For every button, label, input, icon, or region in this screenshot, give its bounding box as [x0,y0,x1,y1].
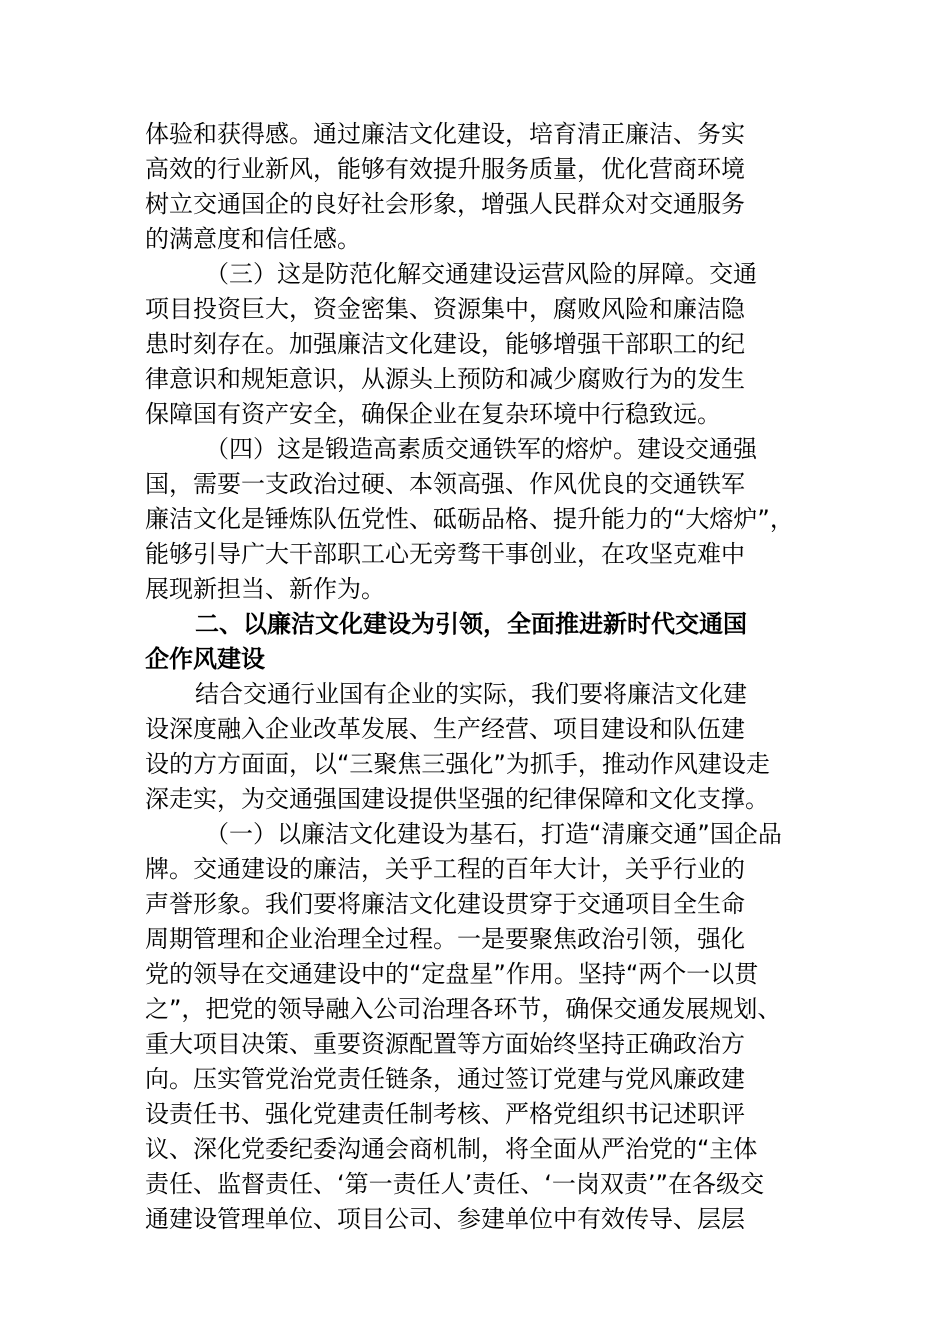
text-line: 高效的行业新风，能够有效提升服务质量，优化营商环境 [145,155,745,183]
text-line: 保障国有资产安全，确保企业在复杂环境中行稳致远。 [145,400,721,428]
text-line: 项目投资巨大，资金密集、资源集中，腐败风险和廉洁隐 [145,295,745,323]
text-line: 设的方方面面，以“三聚焦三强化”为抓手，推动作风建设走 [145,750,770,778]
text-line: 周期管理和企业治理全过程。一是要聚焦政治引领，强化 [145,925,745,953]
text-line: 通建设管理单位、项目公司、参建单位中有效传导、层层 [145,1205,745,1233]
section-4-heading-line: （四）这是锻造高素质交通铁军的熔炉。建设交通强 [205,435,757,463]
text-line: 重大项目决策、重要资源配置等方面始终坚持正确政治方 [145,1030,745,1058]
subsection-1-heading-line: （一）以廉洁文化建设为基石，打造“清廉交通”国企品 [205,820,782,848]
text-line: 的满意度和信任感。 [145,225,361,253]
chapter-2-heading-cont: 企作风建设 [145,645,265,673]
text-line: 设深度融入企业改革发展、生产经营、项目建设和队伍建 [145,715,745,743]
text-line: 患时刻存在。加强廉洁文化建设，能够增强干部职工的纪 [145,330,745,358]
text-line: 议、深化党委纪委沟通会商机制，将全面从严治党的“主体 [145,1135,758,1163]
text-line: 展现新担当、新作为。 [145,575,385,603]
text-line: 律意识和规矩意识，从源头上预防和减少腐败行为的发生 [145,365,745,393]
section-3-heading-line: （三）这是防范化解交通建设运营风险的屏障。交通 [205,260,757,288]
text-line: 国，需要一支政治过硬、本领高强、作风优良的交通铁军 [145,470,745,498]
text-line: 声誉形象。我们要将廉洁文化建设贯穿于交通项目全生命 [145,890,745,918]
text-line: 责任、监督责任、‘第一责任人’责任、‘一岗双责’”在各级交 [145,1170,764,1198]
text-line: 树立交通国企的良好社会形象，增强人民群众对交通服务 [145,190,745,218]
text-line: 牌。交通建设的廉洁，关乎工程的百年大计，关乎行业的 [145,855,745,883]
chapter-2-heading: 二、以廉洁文化建设为引领，全面推进新时代交通国 [195,610,747,638]
text-line: 党的领导在交通建设中的“定盘星”作用。坚持“两个一以贯 [145,960,759,988]
text-line: 之”，把党的领导融入公司治理各环节，确保交通发展规划、 [145,995,782,1023]
text-line: 能够引导广大干部职工心无旁骛干事创业，在攻坚克难中 [145,540,745,568]
text-line: 设责任书、强化党建责任制考核、严格党组织书记述职评 [145,1100,745,1128]
text-line: 廉洁文化是锤炼队伍党性、砥砺品格、提升能力的“大熔炉”， [145,505,794,533]
text-line: 向。压实管党治党责任链条，通过签订党建与党风廉政建 [145,1065,745,1093]
text-line: 深走实，为交通强国建设提供坚强的纪律保障和文化支撑。 [145,785,769,813]
text-line: 体验和获得感。通过廉洁文化建设，培育清正廉洁、务实 [145,120,745,148]
text-line: 结合交通行业国有企业的实际，我们要将廉洁文化建 [195,680,747,708]
